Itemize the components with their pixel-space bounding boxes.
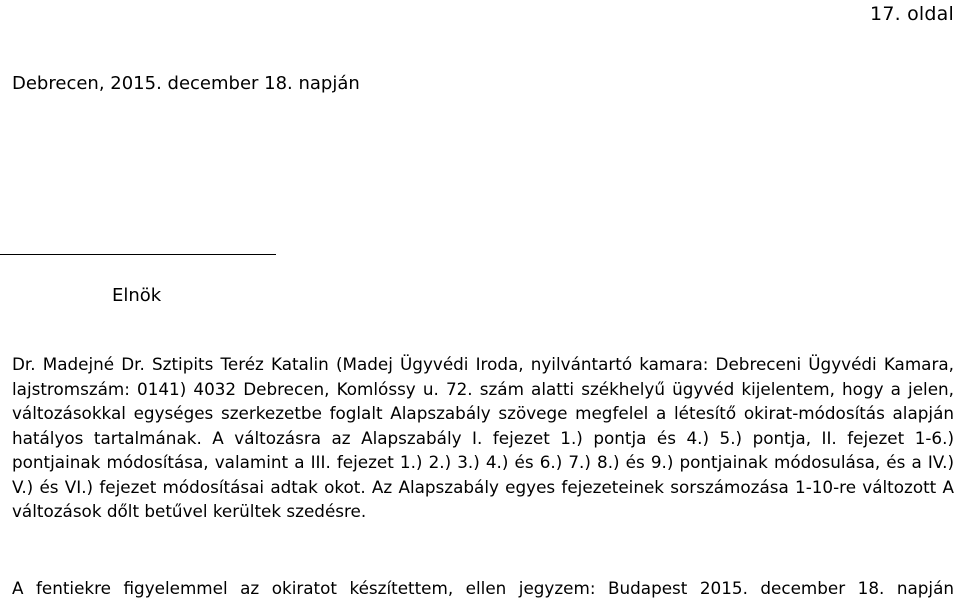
page-number: 17. oldal [870, 3, 954, 25]
signature-line [0, 254, 276, 255]
date-line: Debrecen, 2015. december 18. napján [12, 73, 360, 94]
closing-line: A fentiekre figyelemmel az okiratot készítettem, ellen jegyzem: Budapest 2015. december 18. napján [12, 578, 954, 598]
attestation-paragraph: Dr. Madejné Dr. Sztipits Teréz Katalin (Madej Ügyvédi Iroda, nyilvántartó kamara: Debreceni Ügyvédi Kamara, lajstromszám: 0141) 4032 Debrecen, Komlóssy u. 72. szám alatti székhelyű ügyvéd kijelentem, hogy a jelen, változásokkal egységes szerkezetbe foglalt Alapszabály szövege megfelel a létesítő okirat-módosítás alapján hatályos tartalmának. A változásra az Alapszabály I. fejezet 1.) pontja és 4.) 5.) pontja, II. fejezet 1-6.) pontjainak módosítása, valamint a III. fejezet 1.) 2.) 3.) 4.) és 6.) 7.) 8.) és 9.) pontjainak módosulása, és a IV.) V.) és VI.) fejezet módosításai adtak okot. Az Alapszabály egyes fejezeteinek sorszámozása 1-10-re változott A változások dőlt betűvel kerültek szedésre. [12, 354, 954, 521]
signature-role: Elnök [112, 285, 162, 306]
